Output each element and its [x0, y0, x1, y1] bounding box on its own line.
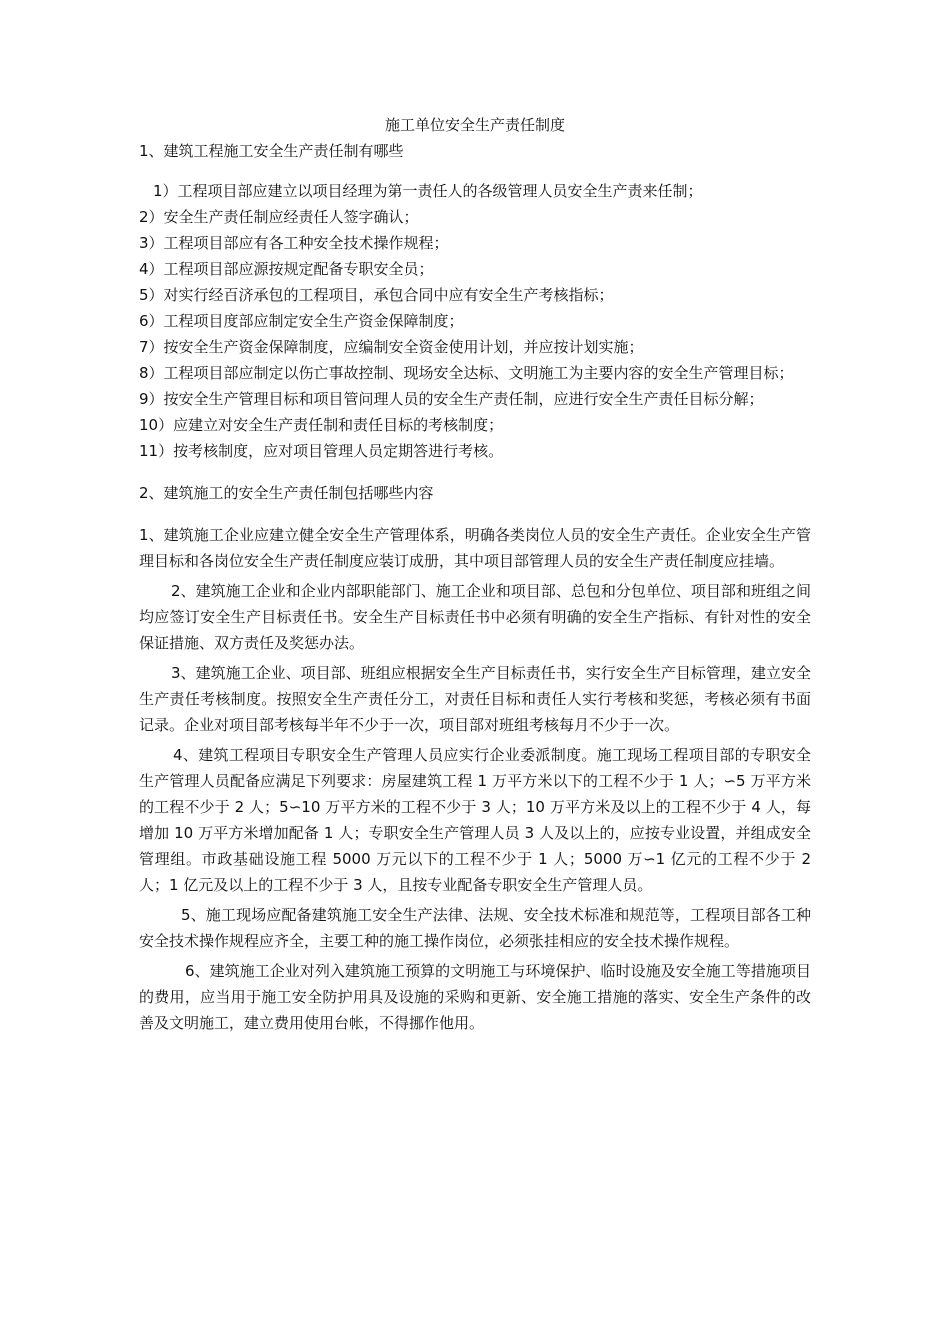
- spacer: [139, 464, 811, 480]
- section-2-heading: 2、建筑施工的安全生产责任制包括哪些内容: [139, 484, 434, 502]
- list-item: 1）工程项目部应建立以项目经理为第一责任人的各级管理人员安全生产责来任制；: [153, 182, 703, 200]
- list-item: 8）工程项目部应制定以伤亡事故控制、现场安全达标、文明施工为主要内容的安全生产管理目标；: [139, 364, 794, 382]
- spacer: [139, 506, 811, 522]
- paragraph: 2、建筑施工企业和企业内部职能部门、施工企业和项目部、总包和分包单位、项目部和班组之间均应签订安全生产目标责任书。安全生产目标责任书中必须有明确的安全生产指标、有针对性的安全保证措施、双方责任及奖惩办法。: [139, 582, 811, 652]
- list-item: 4）工程项目部应源按规定配备专职安全员；: [139, 260, 434, 278]
- paragraph: 4、建筑工程项目专职安全生产管理人员应实行企业委派制度。施工现场工程项目部的专职安全生产管理人员配备应满足下列要求：房屋建筑工程 1 万平方米以下的工程不少于 1 人；∽5 万平方米的工程不少于 2 人；5∽10 万平方米的工程不少于 3 人；10 万平方米及以上的工程不少于 4 人，每增加 10 万平方米增加配备 1 人；专职安全生产管理人员 3 人及以上的，应按专业设置，并组成安全管理组。市政基础设施工程 5000 万元以下的工程不少于 1 人；5000 万∽1 亿元的工程不少于 2 人；1 亿元及以上的工程不少于 3 人，且按专业配备专职安全生产管理人员。: [139, 746, 811, 894]
- list-item: 11）按考核制度，应对项目管理人员定期答进行考核。: [139, 442, 504, 460]
- list-item: 6）工程项目度部应制定安全生产资金保障制度；: [139, 312, 464, 330]
- paragraph: 3、建筑施工企业、项目部、班组应根据安全生产目标责任书，实行安全生产目标管理，建立安全生产责任考核制度。按照安全生产责任分工，对责任目标和责任人实行考核和奖惩，考核必须有书面记录。企业对项目部考核每半年不少于一次，项目部对班组考核每月不少于一次。: [139, 664, 811, 734]
- document-title: 施工单位安全生产责任制度: [384, 116, 565, 134]
- list-item: 2）安全生产责任制应经责任人签字确认；: [139, 208, 419, 226]
- paragraph: 6、建筑施工企业对列入建筑施工预算的文明施工与环境保护、临时设施及安全施工等措施项目的费用，应当用于施工安全防护用具及设施的采购和更新、安全施工措施的落实、安全生产条件的改善及文明施工，建立费用使用台帐，不得挪作他用。: [139, 962, 811, 1032]
- list-item: 7）按安全生产资金保障制度，应编制安全资金使用计划，并应按计划实施；: [139, 338, 644, 356]
- list-item: 9）按安全生产管理目标和项目管问理人员的安全生产责任制，应进行安全生产责任目标分解；: [139, 390, 764, 408]
- paragraph: 1、建筑施工企业应建立健全安全生产管理体系，明确各类岗位人员的安全生产责任。企业安全生产管理目标和各岗位安全生产责任制度应装订成册，其中项目部管理人员的安全生产责任制度应挂墙。: [139, 526, 811, 570]
- list-item: 5）对实行经百济承包的工程项目，承包合同中应有安全生产考核指标；: [139, 286, 614, 304]
- section-2-body: [139, 522, 811, 1036]
- section-1-heading: 1、建筑工程施工安全生产责任制有哪些: [139, 142, 404, 160]
- list-item: 3）工程项目部应有各工种安全技术操作规程；: [139, 234, 449, 252]
- paragraph: 5、施工现场应配备建筑施工安全生产法律、法规、安全技术标准和规范等，工程项目部各工种安全技术操作规程应齐全，主要工种的施工操作岗位，必须张挂相应的安全技术操作规程。: [139, 906, 811, 950]
- section-1-list: [139, 178, 811, 464]
- list-item: 10）应建立对安全生产责任制和责任目标的考核制度；: [139, 416, 504, 434]
